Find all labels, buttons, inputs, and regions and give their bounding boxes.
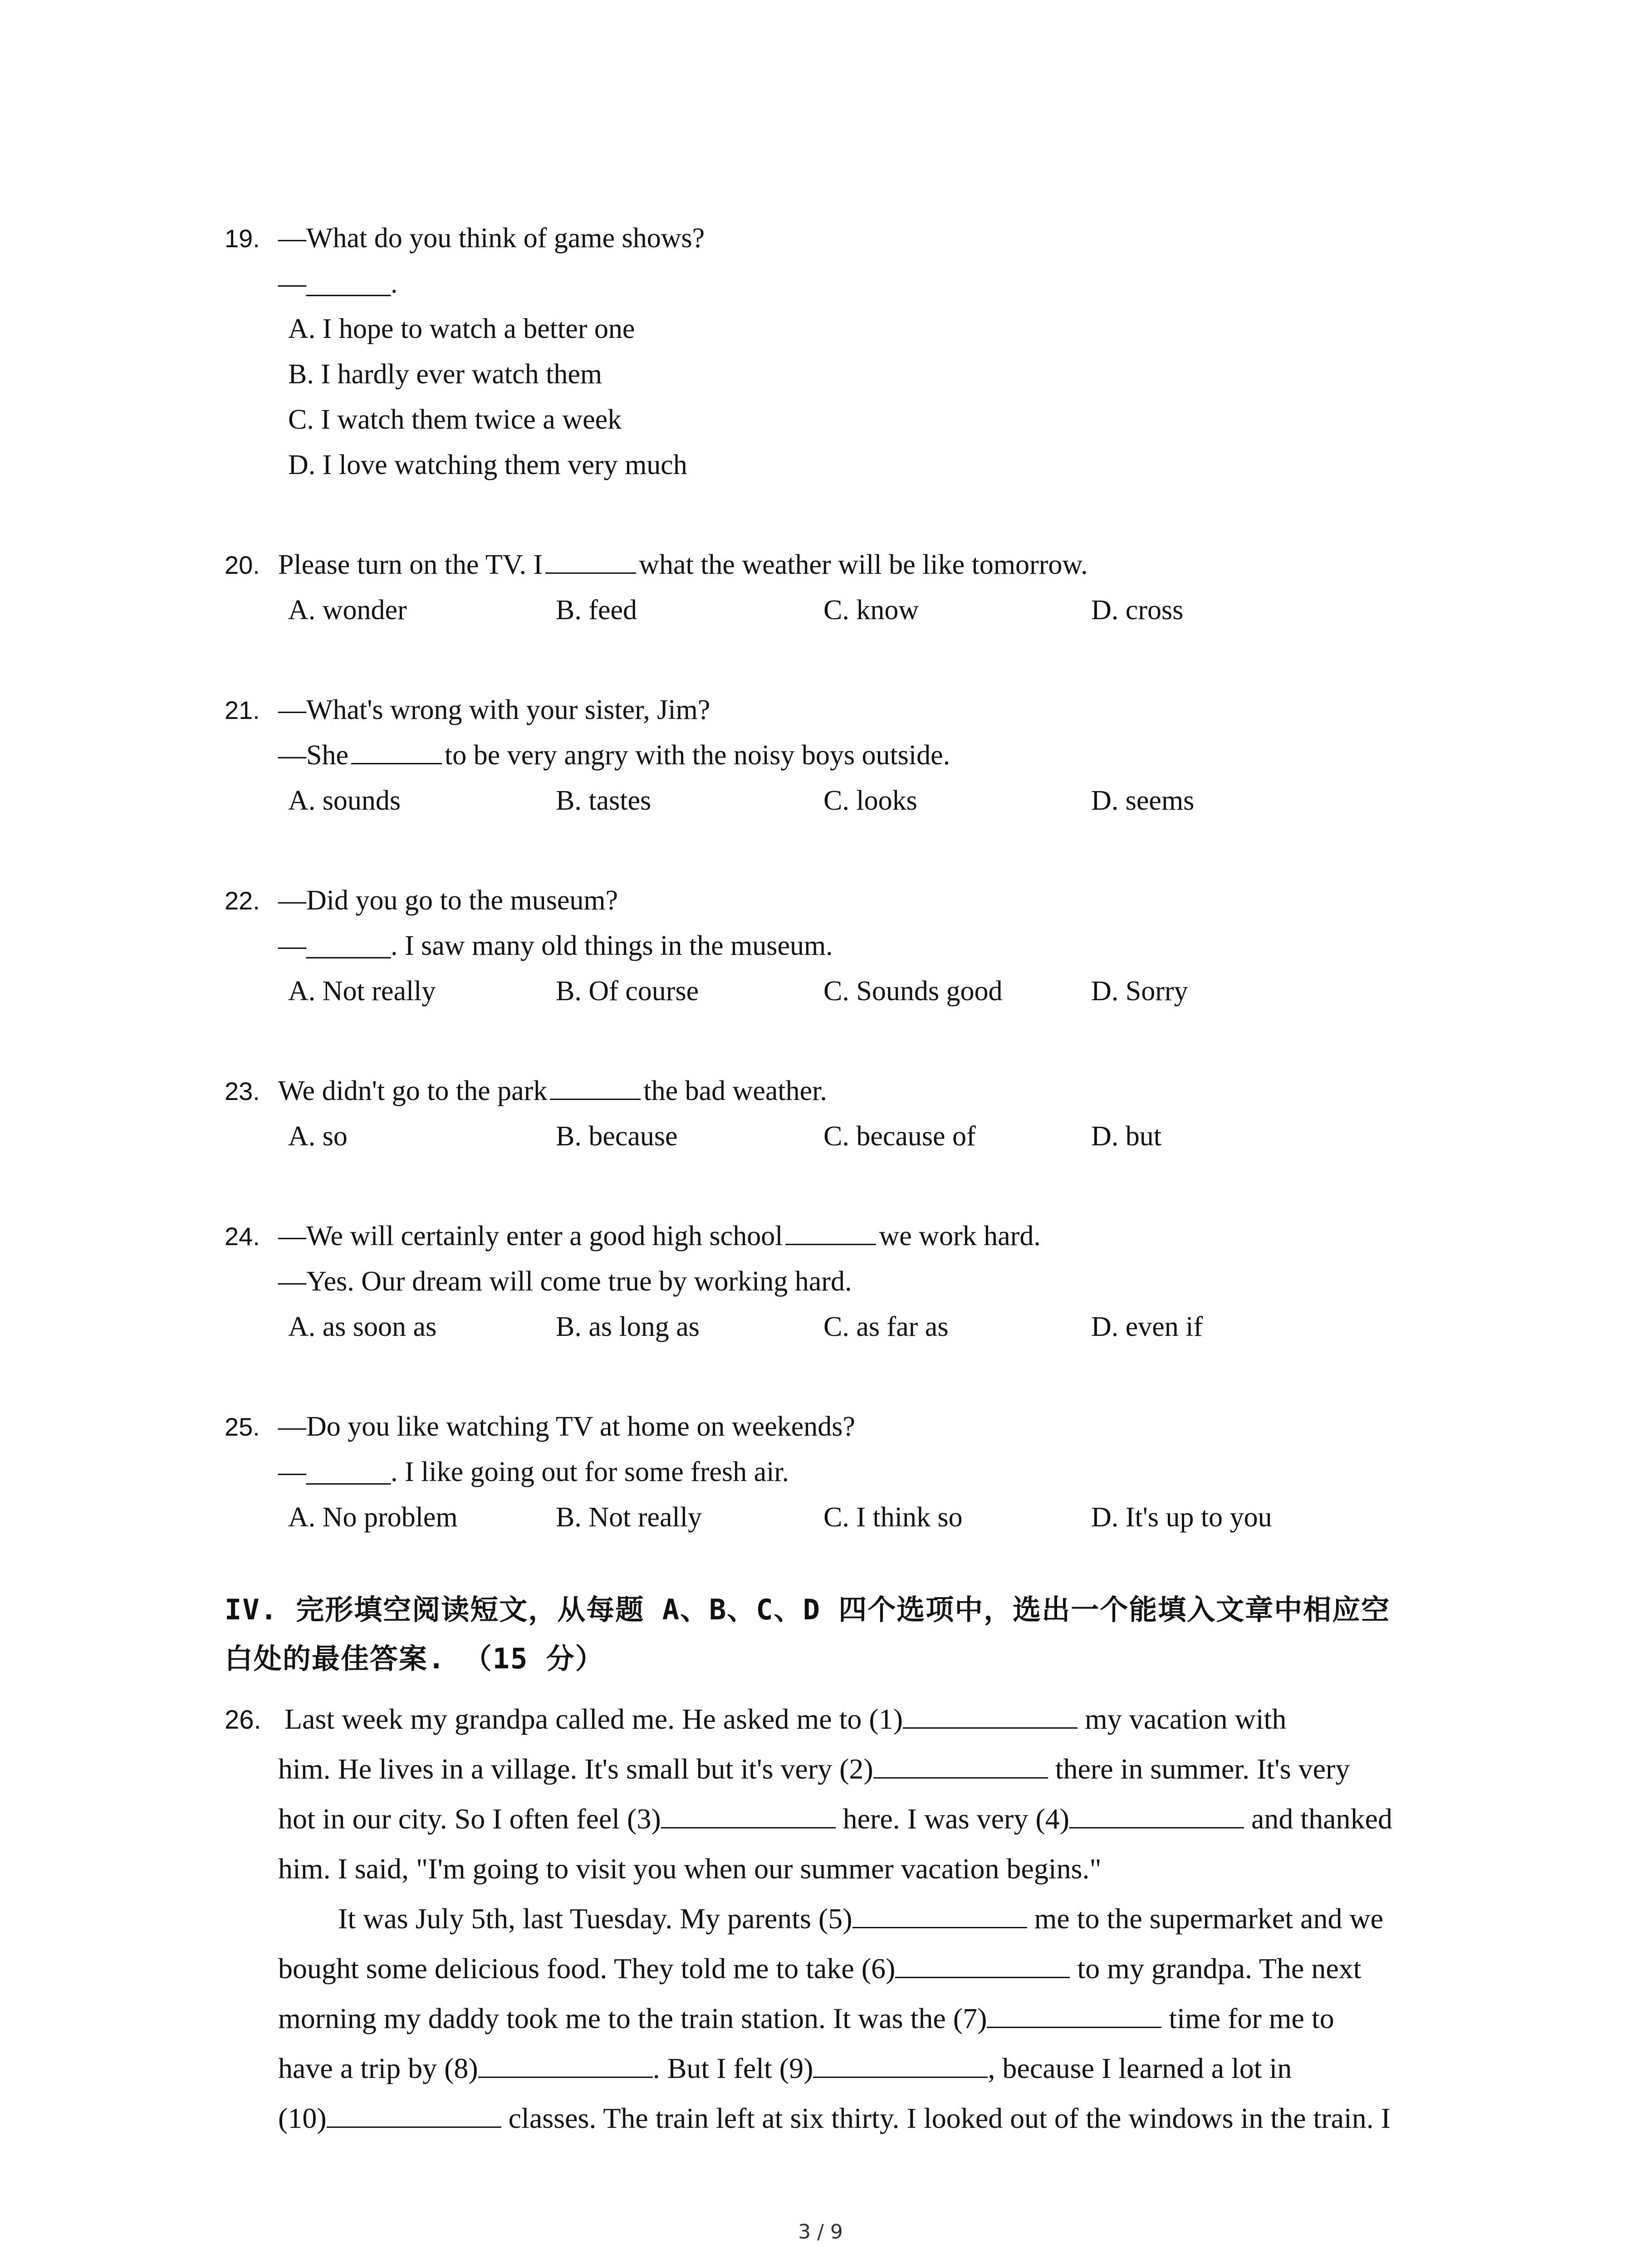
- option-d: D. even if: [1091, 1311, 1203, 1342]
- passage-text: It was July 5th, last Tuesday. My parents (5): [338, 1902, 852, 1935]
- cloze-passage: [225, 1694, 1450, 2143]
- passage-text: bought some delicious food. They told me to take (6): [278, 1952, 896, 1984]
- section-heading-line2: 白处的最佳答案. （15 分）: [225, 1642, 604, 1675]
- cloze-blank-2: [873, 1752, 1048, 1779]
- question-23: [225, 1068, 1450, 1159]
- option-c: C. Sounds good: [823, 976, 1003, 1007]
- option-a: A. so: [288, 1121, 348, 1152]
- question-number: 19.: [225, 224, 260, 253]
- option-d: D. Sorry: [1091, 976, 1188, 1007]
- options-row: [225, 1114, 1450, 1159]
- option-c: C. because of: [823, 1121, 976, 1152]
- passage-text: hot in our city. So I often feel (3): [278, 1803, 661, 1835]
- question-19: [225, 215, 1450, 488]
- option-c: C. I think so: [823, 1502, 963, 1533]
- question-number: 21.: [225, 696, 260, 724]
- option-a: A. No problem: [288, 1502, 458, 1533]
- options-row: [225, 968, 1450, 1014]
- option-a: A. wonder: [288, 595, 407, 626]
- passage-text: time for me to: [1161, 2002, 1334, 2034]
- option-d: D. cross: [1091, 595, 1184, 626]
- cloze-blank-8: [478, 2051, 653, 2078]
- passage-text: , because I learned a lot in: [988, 2052, 1292, 2084]
- question-number: 23.: [225, 1077, 260, 1105]
- question-20: [225, 542, 1450, 633]
- cloze-blank-5: [852, 1901, 1027, 1928]
- answer-blank: [351, 738, 442, 764]
- passage-text: him. I said, "I'm going to visit you when our summer vacation begins.": [278, 1853, 1102, 1885]
- option-c: C. as far as: [823, 1311, 949, 1342]
- page-number: 3 / 9: [798, 2220, 843, 2244]
- option-a: A. Not really: [288, 976, 436, 1007]
- option-b: B. Of course: [556, 976, 699, 1007]
- question-stem-part1: —We will certainly enter a good high school: [278, 1221, 783, 1251]
- question-stem-part2: what the weather will be like tomorrow.: [639, 549, 1088, 580]
- passage-text: classes. The train left at six thirty. I looked out of the windows in the train. I: [501, 2102, 1391, 2134]
- question-number: 20.: [225, 551, 260, 579]
- section-heading-line1: IV. 完形填空阅读短文，从每题 A、B、C、D 四个选项中，选出一个能填入文章中相应空: [225, 1593, 1391, 1626]
- answer-line: —______. I saw many old things in the museum.: [278, 930, 833, 961]
- question-number: 25.: [225, 1413, 260, 1441]
- question-stem: —Did you go to the museum?: [278, 885, 618, 916]
- option-b: B. feed: [556, 595, 637, 626]
- option-a: A. I hope to watch a better one: [288, 313, 635, 344]
- cloze-blank-1: [903, 1702, 1078, 1729]
- answer-line: —Yes. Our dream will come true by working hard.: [278, 1266, 852, 1297]
- question-24: [225, 1213, 1450, 1349]
- question-stem-part1: We didn't go to the park: [278, 1075, 548, 1106]
- question-25: [225, 1404, 1450, 1540]
- option-d: D. seems: [1091, 785, 1195, 816]
- passage-text: Last week my grandpa called me. He asked me to (1): [284, 1703, 903, 1735]
- answer-blank: [785, 1218, 876, 1245]
- cloze-blank-9: [813, 2051, 988, 2078]
- passage-text: there in summer. It's very: [1048, 1753, 1350, 1785]
- options-row: [225, 778, 1450, 823]
- question-stem: —What's wrong with your sister, Jim?: [278, 694, 710, 725]
- option-c: C. looks: [823, 785, 917, 816]
- passage-text: have a trip by (8): [278, 2052, 478, 2084]
- option-b: B. tastes: [556, 785, 652, 816]
- question-stem: —What do you think of game shows?: [278, 223, 705, 254]
- passage-text: him. He lives in a village. It's small but it's very (2): [278, 1753, 873, 1785]
- passage-text: . But I felt (9): [652, 2052, 813, 2084]
- answer-line-part2: to be very angry with the noisy boys outside.: [445, 740, 950, 771]
- question-number: 24.: [225, 1222, 260, 1251]
- passage-text: to my grandpa. The next: [1070, 1952, 1362, 1984]
- question-stem-part2: we work hard.: [879, 1221, 1041, 1251]
- options-row: [225, 587, 1450, 633]
- option-b: B. as long as: [556, 1311, 700, 1342]
- section-heading: [225, 1585, 1450, 1683]
- answer-line-part1: —She: [278, 740, 348, 771]
- options-row: [225, 1304, 1450, 1349]
- passage-text: here. I was very (4): [835, 1803, 1069, 1835]
- question-stem-part2: the bad weather.: [643, 1075, 827, 1106]
- option-c: C. know: [823, 595, 919, 626]
- answer-line: —______. I like going out for some fresh air.: [278, 1457, 789, 1487]
- option-d: D. but: [1091, 1121, 1161, 1152]
- answer-line: —______.: [278, 268, 398, 299]
- passage-text: morning my daddy took me to the train station. It was the (7): [278, 2002, 987, 2034]
- option-a: A. sounds: [288, 785, 401, 816]
- option-b: B. because: [556, 1121, 678, 1152]
- option-c: C. I watch them twice a week: [288, 404, 622, 435]
- passage-text: me to the supermarket and we: [1027, 1902, 1384, 1935]
- option-a: A. as soon as: [288, 1311, 437, 1342]
- question-number: 26.: [225, 1705, 261, 1735]
- cloze-blank-6: [895, 1951, 1070, 1978]
- question-22: [225, 878, 1450, 1014]
- passage-text: (10): [278, 2102, 327, 2134]
- question-stem: —Do you like watching TV at home on weekends?: [278, 1411, 855, 1442]
- option-b: B. I hardly ever watch them: [288, 359, 603, 390]
- question-stem-part1: Please turn on the TV. I: [278, 549, 543, 580]
- option-b: B. Not really: [556, 1502, 702, 1533]
- cloze-blank-10: [327, 2101, 501, 2128]
- answer-blank: [550, 1073, 641, 1100]
- option-d: D. It's up to you: [1091, 1502, 1272, 1533]
- answer-blank: [545, 547, 636, 574]
- passage-text: my vacation with: [1078, 1703, 1287, 1735]
- question-number: 22.: [225, 886, 260, 915]
- question-21: [225, 687, 1450, 823]
- option-d: D. I love watching them very much: [288, 450, 687, 480]
- cloze-blank-7: [987, 2001, 1161, 2028]
- passage-text: and thanked: [1244, 1803, 1392, 1835]
- cloze-blank-4: [1069, 1802, 1244, 1828]
- options-row: [225, 1495, 1450, 1540]
- cloze-blank-3: [661, 1802, 836, 1828]
